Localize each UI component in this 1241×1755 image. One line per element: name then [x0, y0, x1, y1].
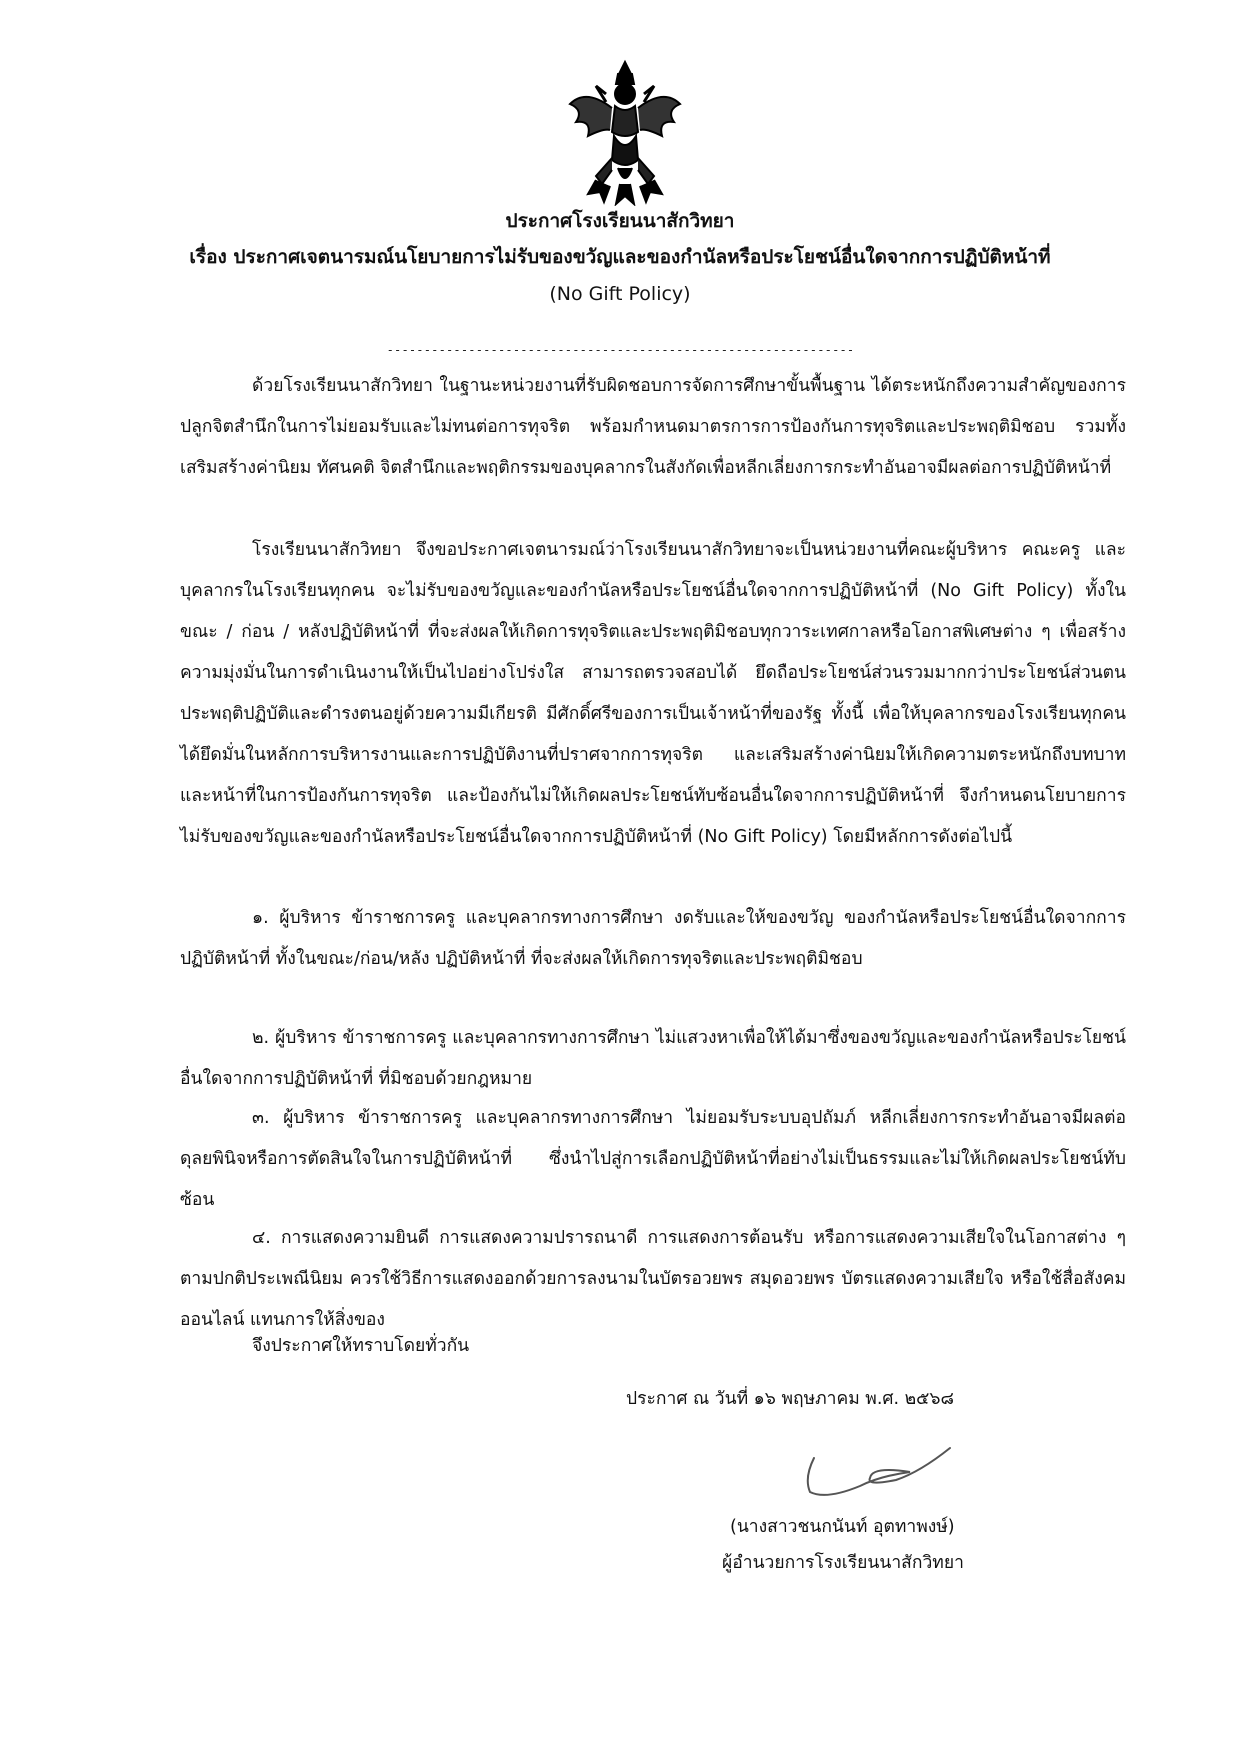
declaration-paragraph: โรงเรียนนาสักวิทยา จึงขอประกาศเจตนารมณ์ว่าโรงเรียนนาสักวิทยาจะเป็นหน่วยงานที่คณะผู้บริหาร คณะครู และบุคลากรในโรงเรียนทุกคน จะไม่รับของขวัญและของกำนัลหรือประโยชน์อื่นใดจากการปฏิบัติหน้าที่ (No Gift Policy) ทั้งในขณะ / ก่อน / หลังปฏิบัติหน้าที่ ที่จะส่งผลให้เกิดการทุจริตและประพฤติมิชอบทุกวาระเทศกาลหรือโอกาสพิเศษต่าง ๆ เพื่อสร้างความมุ่งมั่นในการดำเนินงานให้เป็นไปอย่างโปร่งใส สามารถตรวจสอบได้ ยึดถือประโยชน์ส่วนรวมมากกว่าประโยชน์ส่วนตน ประพฤติปฏิบัติและดำรงตนอยู่ด้วยความมีเกียรติ มีศักดิ์ศรีของการเป็นเจ้าหน้าที่ของรัฐ ทั้งนี้ เพื่อให้บุคลากรของโรงเรียนทุกคน ได้ยึดมั่นในหลักการบริหารงานและการปฏิบัติงานที่ปราศจากการทุจริต และเสริมสร้างค่านิยมให้เกิดความตระหนักถึงบทบาทและหน้าที่ในการป้องกันการทุจริต และป้องกันไม่ให้เกิดผลประโยชน์ทับซ้อนอื่นใดจากการปฏิบัติหน้าที่ จึงกำหนดนโยบายการไม่รับของขวัญและของกำนัลหรือประโยชน์อื่นใดจากการปฏิบัติหน้าที่ (No Gift Policy) โดยมีหลักการดังต่อไปนี้: [180, 540, 1126, 847]
policy-name: (No Gift Policy): [549, 283, 691, 305]
announcement-subject: เรื่อง ประกาศเจตนารมณ์นโยบายการไม่รับของขวัญและของกำนัลหรือประโยชน์อื่นใดจากการปฏิบัติหน้าที่: [189, 246, 1051, 268]
signatory-position: ผู้อำนวยการโรงเรียนนาสักวิทยา: [722, 1553, 964, 1573]
garuda-emblem-icon: [566, 58, 684, 206]
signatory-name: (นางสาวชนกนันท์ อุตทาพงษ์): [730, 1517, 955, 1537]
policy-item-2: ๒. ผู้บริหาร ข้าราชการครู และบุคลากรทางการศึกษา ไม่แสวงหาเพื่อให้ได้มาซึ่งของขวัญและของกำนัลหรือประโยชน์อื่นใดจากการปฏิบัติหน้าที่ ที่มิชอบด้วยกฎหมาย: [180, 1028, 1126, 1089]
intro-paragraph: ด้วยโรงเรียนนาสักวิทยา ในฐานะหน่วยงานที่รับผิดชอบการจัดการศึกษาขั้นพื้นฐาน ได้ตระหนักถึงความสำคัญของการปลูกจิตสำนึกในการไม่ยอมรับและไม่ทนต่อการทุจริต พร้อมกำหนดมาตรการการป้องกันการทุจริตและประพฤติมิชอบ รวมทั้งเสริมสร้างค่านิยม ทัศนคติ จิตสำนึกและพฤติกรรมของบุคลากรในสังกัดเพื่อหลีกเลี่ยงการกระทำอันอาจมีผลต่อการปฏิบัติหน้าที่: [180, 376, 1126, 478]
closing-statement: จึงประกาศให้ทราบโดยทั่วกัน: [252, 1336, 470, 1356]
policy-item-1: ๑. ผู้บริหาร ข้าราชการครู และบุคลากรทางการศึกษา งดรับและให้ของขวัญ ของกำนัลหรือประโยชน์อื่นใดจากการปฏิบัติหน้าที่ ทั้งในขณะ/ก่อน/หลัง ปฏิบัติหน้าที่ ที่จะส่งผลให้เกิดการทุจริตและประพฤติมิชอบ: [180, 908, 1126, 969]
signature-icon: [800, 1438, 960, 1508]
policy-item-3: ๓. ผู้บริหาร ข้าราชการครู และบุคลากรทางการศึกษา ไม่ยอมรับระบบอุปถัมภ์ หลีกเลี่ยงการกระทำอันอาจมีผลต่อดุลยพินิจหรือการตัดสินใจในการปฏิบัติหน้าที่ ซึ่งนำไปสู่การเลือกปฏิบัติหน้าที่อย่างไม่เป็นธรรมและไม่ให้เกิดผลประโยชน์ทับซ้อน: [180, 1108, 1126, 1210]
policy-item-4: ๔. การแสดงความยินดี การแสดงความปรารถนาดี การแสดงการต้อนรับ หรือการแสดงความเสียใจในโอกาสต่าง ๆ ตามปกติประเพณีนิยม ควรใช้วิธีการแสดงออกด้วยการลงนามในบัตรอวยพร สมุดอวยพร บัตรแสดงความเสียใจ หรือใช้สื่อสังคมออนไลน์ แทนการให้สิ่งของ: [180, 1228, 1126, 1330]
separator-line: ---------------------------------------------------------------: [386, 343, 855, 357]
announcement-date: ประกาศ ณ วันที่ ๑๖ พฤษภาคม พ.ศ. ๒๕๖๘: [626, 1389, 955, 1409]
announcement-title: ประกาศโรงเรียนนาสักวิทยา: [505, 210, 735, 232]
